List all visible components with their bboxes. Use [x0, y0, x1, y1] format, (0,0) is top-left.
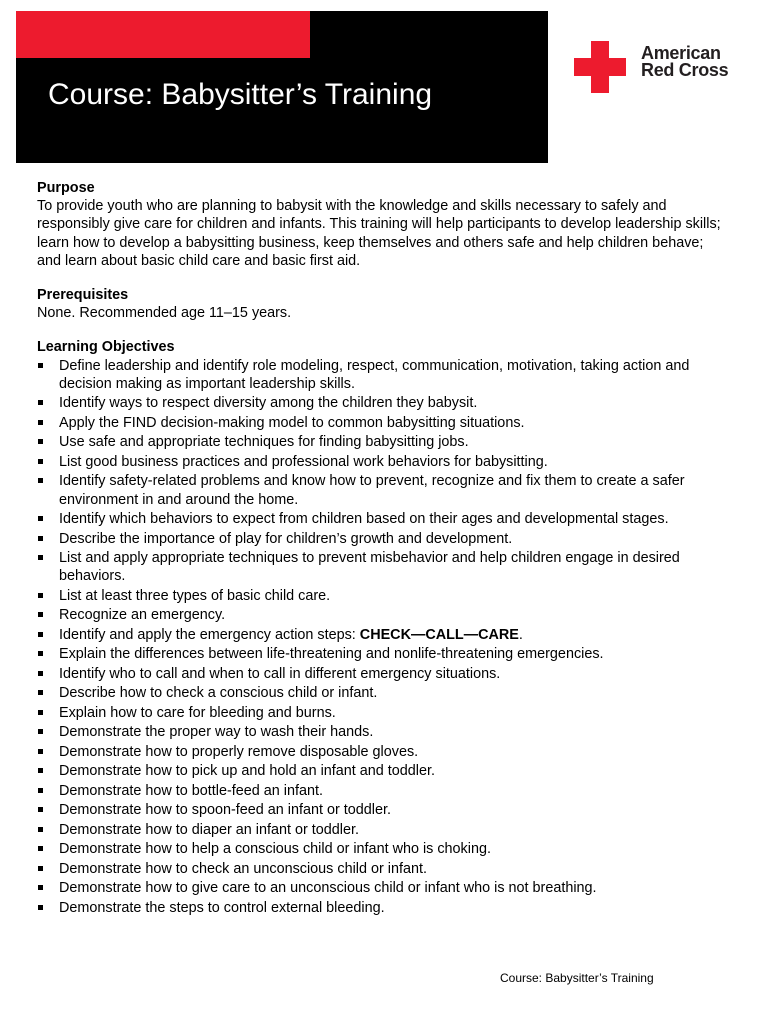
objective-text: List good business practices and professional work behaviors for babysitting.	[59, 453, 548, 470]
objective-text: Describe the importance of play for children’s growth and development.	[59, 530, 513, 547]
objective-text: Use safe and appropriate techniques for finding babysitting jobs.	[59, 434, 469, 451]
list-item	[37, 453, 727, 471]
list-item	[37, 704, 727, 722]
objectives-heading: Learning Objectives	[37, 339, 175, 356]
bullet-icon	[38, 612, 43, 617]
list-item	[37, 626, 727, 644]
bullet-icon	[38, 710, 43, 715]
red-accent-strip	[16, 11, 310, 58]
bullet-icon	[38, 555, 43, 560]
list-item	[37, 587, 727, 605]
list-item	[37, 860, 727, 878]
list-item	[37, 472, 727, 508]
red-cross-logo	[574, 41, 744, 93]
bullet-icon	[38, 729, 43, 734]
objective-text: Identify and apply the emergency action steps:	[59, 626, 360, 643]
page-title: Course: Babysitter’s Training	[48, 78, 433, 111]
list-item	[37, 723, 727, 741]
objective-text: Identify ways to respect diversity among the children they babysit.	[59, 395, 478, 412]
prerequisites-section	[37, 286, 727, 322]
objective-text: Demonstrate how to diaper an infant or toddler.	[59, 821, 359, 838]
bullet-icon	[38, 866, 43, 871]
list-item	[37, 549, 727, 585]
logo-line-1: American	[641, 43, 721, 63]
objective-text: Identify which behaviors to expect from children based on their ages and developmental stages.	[59, 511, 669, 528]
list-item	[37, 433, 727, 451]
list-item	[37, 684, 727, 702]
bullet-icon	[38, 593, 43, 598]
list-item	[37, 530, 727, 548]
objective-text: Demonstrate how to check an unconscious child or infant.	[59, 860, 427, 877]
list-item	[37, 801, 727, 819]
list-item	[37, 762, 727, 780]
objective-text: Explain the differences between life-threatening and nonlife-threatening emergencies.	[59, 646, 604, 663]
objective-text: List at least three types of basic child care.	[59, 587, 331, 604]
bullet-icon	[38, 363, 43, 368]
objectives-list	[37, 357, 727, 917]
bullet-icon	[38, 807, 43, 812]
bullet-icon	[38, 749, 43, 754]
objective-text: Demonstrate the steps to control external bleeding.	[59, 899, 385, 916]
list-item	[37, 899, 727, 917]
prerequisites-heading: Prerequisites	[37, 287, 129, 304]
objective-text: Demonstrate the proper way to wash their hands.	[59, 724, 374, 741]
objective-text: Explain how to care for bleeding and burns.	[59, 704, 336, 721]
bullet-icon	[38, 439, 43, 444]
bullet-icon	[38, 516, 43, 521]
list-item	[37, 606, 727, 624]
objective-text: Demonstrate how to help a conscious child or infant who is choking.	[59, 841, 491, 858]
bullet-icon	[38, 478, 43, 483]
objective-text: Identify safety-related problems and know how to prevent, recognize and fix them to create a safer environment in and around the home.	[59, 473, 685, 508]
objective-text: Apply the FIND decision-making model to common babysitting situations.	[59, 414, 525, 431]
list-item	[37, 782, 727, 800]
bullet-icon	[38, 885, 43, 890]
red-cross-icon	[574, 41, 626, 93]
objective-text: List and apply appropriate techniques to prevent misbehavior and help children engage in desired behaviors.	[59, 550, 680, 585]
prerequisites-text: None. Recommended age 11–15 years.	[37, 305, 292, 322]
purpose-text: To provide youth who are planning to babysit with the knowledge and skills necessary to safely and responsibly give care for children and infants. This training will help participants to develop leadership skills; learn how to develop a babysitting business, keep themselves and others safe and help children behave; and learn about basic child care and basic first aid.	[37, 198, 721, 269]
objective-text: Demonstrate how to bottle-feed an infant.	[59, 782, 323, 799]
objective-text: Identify who to call and when to call in different emergency situations.	[59, 665, 501, 682]
logo-line-2: Red Cross	[641, 60, 729, 80]
bullet-icon	[38, 846, 43, 851]
objectives-section	[37, 338, 727, 917]
bullet-icon	[38, 768, 43, 773]
bullet-icon	[38, 690, 43, 695]
bullet-icon	[38, 827, 43, 832]
list-item	[37, 821, 727, 839]
objective-text: Define leadership and identify role modeling, respect, communication, motivation, taking action and decision making as important leadership skills.	[59, 357, 690, 392]
bullet-icon	[38, 420, 43, 425]
action-steps-suffix: .	[518, 626, 523, 643]
bullet-icon	[38, 651, 43, 656]
list-item	[37, 743, 727, 761]
list-item	[37, 357, 727, 393]
purpose-heading: Purpose	[37, 180, 95, 196]
bullet-icon	[38, 671, 43, 676]
list-item	[37, 879, 727, 897]
page-footer: Course: Babysitter’s Training	[500, 971, 654, 985]
bullet-icon	[38, 632, 43, 637]
objective-text: Demonstrate how to give care to an unconscious child or infant who is not breathing.	[59, 880, 597, 897]
purpose-section	[37, 179, 727, 270]
list-item	[37, 414, 727, 432]
list-item	[37, 645, 727, 663]
logo-text	[641, 45, 728, 79]
objective-text: Demonstrate how to pick up and hold an infant and toddler.	[59, 763, 436, 780]
title-banner	[16, 11, 548, 163]
bullet-icon	[38, 788, 43, 793]
objective-text: Demonstrate how to properly remove disposable gloves.	[59, 743, 419, 760]
list-item	[37, 394, 727, 412]
objective-text: Demonstrate how to spoon-feed an infant or toddler.	[59, 802, 391, 819]
list-item	[37, 665, 727, 683]
list-item	[37, 840, 727, 858]
objective-text: Recognize an emergency.	[59, 607, 226, 624]
action-steps-emphasis: CHECK—CALL—CARE	[359, 626, 519, 643]
objective-text: Describe how to check a conscious child or infant.	[59, 685, 378, 702]
document-body	[37, 179, 727, 933]
bullet-icon	[38, 905, 43, 910]
bullet-icon	[38, 536, 43, 541]
bullet-icon	[38, 459, 43, 464]
list-item	[37, 510, 727, 528]
bullet-icon	[38, 400, 43, 405]
